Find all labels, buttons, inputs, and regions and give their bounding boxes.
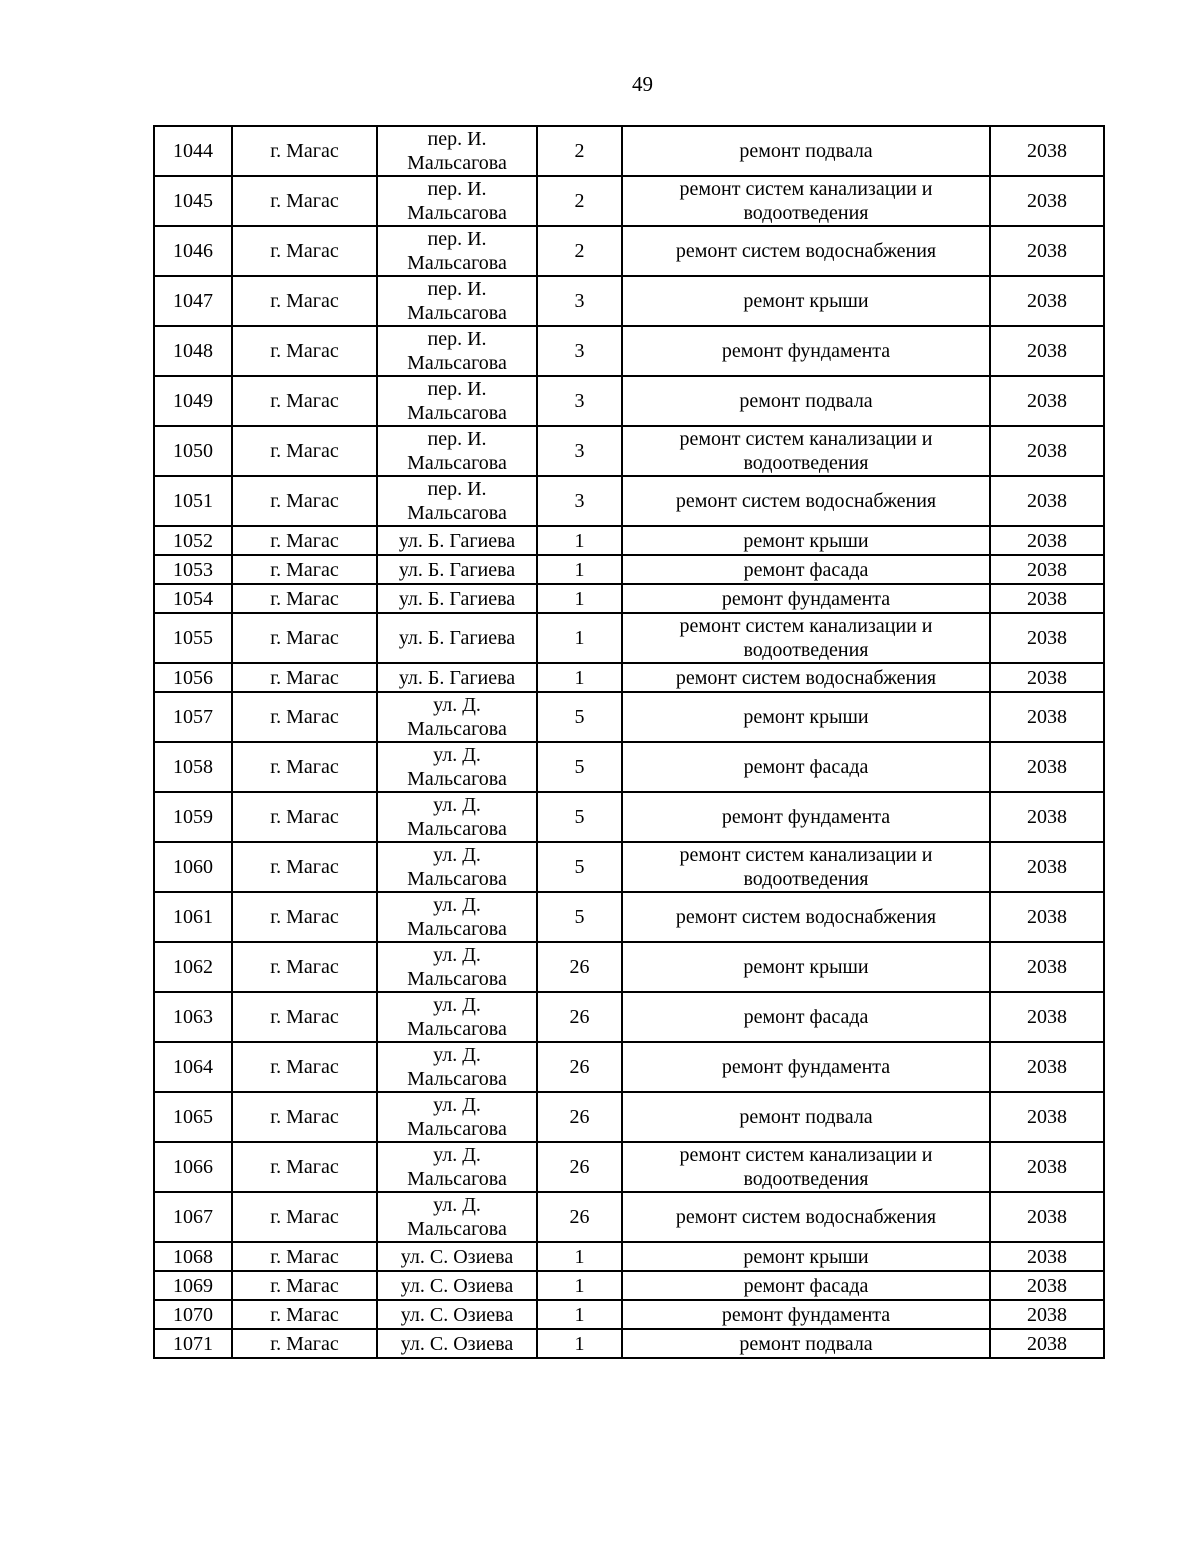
year-cell: 2038 (990, 526, 1104, 555)
work-type-cell: ремонт фундамента (622, 1300, 990, 1329)
table-row (154, 1271, 1104, 1300)
city-cell: г. Магас (232, 613, 377, 663)
year-cell: 2038 (990, 692, 1104, 742)
row-number-cell: 1057 (154, 692, 232, 742)
row-number-cell: 1055 (154, 613, 232, 663)
street-cell: ул. Б. Гагиева (377, 613, 537, 663)
work-type-cell: ремонт фундамента (622, 326, 990, 376)
street-cell: ул. Б. Гагиева (377, 663, 537, 692)
row-number-cell: 1062 (154, 942, 232, 992)
row-number-cell: 1067 (154, 1192, 232, 1242)
work-type-cell: ремонт подвала (622, 1092, 990, 1142)
table-row (154, 326, 1104, 376)
city-cell: г. Магас (232, 1271, 377, 1300)
house-number-cell: 3 (537, 376, 622, 426)
row-number-cell: 1049 (154, 376, 232, 426)
house-number-cell: 1 (537, 613, 622, 663)
row-number-cell: 1056 (154, 663, 232, 692)
row-number-cell: 1053 (154, 555, 232, 584)
row-number-cell: 1063 (154, 992, 232, 1042)
year-cell: 2038 (990, 842, 1104, 892)
street-cell: ул. Д. Мальсагова (377, 1092, 537, 1142)
work-type-cell: ремонт фасада (622, 555, 990, 584)
city-cell: г. Магас (232, 742, 377, 792)
street-cell: ул. Д. Мальсагова (377, 1142, 537, 1192)
city-cell: г. Магас (232, 692, 377, 742)
year-cell: 2038 (990, 663, 1104, 692)
year-cell: 2038 (990, 992, 1104, 1042)
row-number-cell: 1048 (154, 326, 232, 376)
table-row (154, 1042, 1104, 1092)
row-number-cell: 1066 (154, 1142, 232, 1192)
work-type-cell: ремонт фасада (622, 742, 990, 792)
work-type-cell: ремонт крыши (622, 1242, 990, 1271)
year-cell: 2038 (990, 426, 1104, 476)
house-number-cell: 2 (537, 126, 622, 176)
house-number-cell: 5 (537, 692, 622, 742)
city-cell: г. Магас (232, 226, 377, 276)
year-cell: 2038 (990, 1300, 1104, 1329)
house-number-cell: 26 (537, 1192, 622, 1242)
row-number-cell: 1059 (154, 792, 232, 842)
table-body (154, 126, 1104, 1358)
repair-schedule-table (153, 125, 1105, 1359)
year-cell: 2038 (990, 555, 1104, 584)
city-cell: г. Магас (232, 892, 377, 942)
table-row (154, 1092, 1104, 1142)
table-row (154, 476, 1104, 526)
table-row (154, 892, 1104, 942)
year-cell: 2038 (990, 1271, 1104, 1300)
street-cell: пер. И. Мальсагова (377, 126, 537, 176)
city-cell: г. Магас (232, 1092, 377, 1142)
street-cell: ул. Д. Мальсагова (377, 742, 537, 792)
row-number-cell: 1050 (154, 426, 232, 476)
house-number-cell: 5 (537, 742, 622, 792)
row-number-cell: 1064 (154, 1042, 232, 1092)
work-type-cell: ремонт систем канализации и водоотведения (622, 176, 990, 226)
city-cell: г. Магас (232, 1300, 377, 1329)
row-number-cell: 1060 (154, 842, 232, 892)
street-cell: пер. И. Мальсагова (377, 476, 537, 526)
house-number-cell: 2 (537, 226, 622, 276)
street-cell: ул. Д. Мальсагова (377, 1192, 537, 1242)
row-number-cell: 1071 (154, 1329, 232, 1358)
house-number-cell: 5 (537, 792, 622, 842)
table-row (154, 584, 1104, 613)
house-number-cell: 1 (537, 555, 622, 584)
work-type-cell: ремонт систем водоснабжения (622, 476, 990, 526)
year-cell: 2038 (990, 476, 1104, 526)
city-cell: г. Магас (232, 1042, 377, 1092)
work-type-cell: ремонт систем водоснабжения (622, 892, 990, 942)
row-number-cell: 1046 (154, 226, 232, 276)
street-cell: ул. Д. Мальсагова (377, 892, 537, 942)
house-number-cell: 1 (537, 1271, 622, 1300)
work-type-cell: ремонт фасада (622, 1271, 990, 1300)
work-type-cell: ремонт фундамента (622, 792, 990, 842)
street-cell: ул. Б. Гагиева (377, 526, 537, 555)
street-cell: пер. И. Мальсагова (377, 426, 537, 476)
house-number-cell: 26 (537, 1142, 622, 1192)
city-cell: г. Магас (232, 126, 377, 176)
city-cell: г. Магас (232, 1192, 377, 1242)
table-row (154, 1192, 1104, 1242)
house-number-cell: 3 (537, 476, 622, 526)
year-cell: 2038 (990, 326, 1104, 376)
street-cell: ул. С. Озиева (377, 1242, 537, 1271)
city-cell: г. Магас (232, 992, 377, 1042)
year-cell: 2038 (990, 742, 1104, 792)
work-type-cell: ремонт систем канализации и водоотведения (622, 613, 990, 663)
row-number-cell: 1061 (154, 892, 232, 942)
street-cell: ул. Д. Мальсагова (377, 992, 537, 1042)
street-cell: пер. И. Мальсагова (377, 276, 537, 326)
year-cell: 2038 (990, 126, 1104, 176)
work-type-cell: ремонт крыши (622, 692, 990, 742)
year-cell: 2038 (990, 276, 1104, 326)
house-number-cell: 5 (537, 842, 622, 892)
table-row (154, 742, 1104, 792)
row-number-cell: 1068 (154, 1242, 232, 1271)
work-type-cell: ремонт фундамента (622, 1042, 990, 1092)
table-row (154, 555, 1104, 584)
table-row (154, 792, 1104, 842)
street-cell: ул. Д. Мальсагова (377, 692, 537, 742)
street-cell: пер. И. Мальсагова (377, 376, 537, 426)
city-cell: г. Магас (232, 376, 377, 426)
table-row (154, 1329, 1104, 1358)
row-number-cell: 1045 (154, 176, 232, 226)
street-cell: ул. Д. Мальсагова (377, 1042, 537, 1092)
year-cell: 2038 (990, 1042, 1104, 1092)
city-cell: г. Магас (232, 792, 377, 842)
city-cell: г. Магас (232, 663, 377, 692)
year-cell: 2038 (990, 613, 1104, 663)
year-cell: 2038 (990, 1092, 1104, 1142)
street-cell: пер. И. Мальсагова (377, 326, 537, 376)
street-cell: пер. И. Мальсагова (377, 226, 537, 276)
city-cell: г. Магас (232, 1142, 377, 1192)
work-type-cell: ремонт крыши (622, 526, 990, 555)
street-cell: ул. С. Озиева (377, 1300, 537, 1329)
row-number-cell: 1051 (154, 476, 232, 526)
work-type-cell: ремонт систем канализации и водоотведения (622, 1142, 990, 1192)
work-type-cell: ремонт крыши (622, 942, 990, 992)
work-type-cell: ремонт систем канализации и водоотведения (622, 842, 990, 892)
year-cell: 2038 (990, 1142, 1104, 1192)
house-number-cell: 26 (537, 1092, 622, 1142)
page-number: 49 (632, 72, 653, 96)
house-number-cell: 1 (537, 1242, 622, 1271)
city-cell: г. Магас (232, 1329, 377, 1358)
table-row (154, 126, 1104, 176)
city-cell: г. Магас (232, 326, 377, 376)
row-number-cell: 1069 (154, 1271, 232, 1300)
street-cell: ул. С. Озиева (377, 1329, 537, 1358)
table-row (154, 613, 1104, 663)
city-cell: г. Магас (232, 1242, 377, 1271)
table-row (154, 842, 1104, 892)
table-row (154, 1242, 1104, 1271)
table-row (154, 376, 1104, 426)
table-row (154, 176, 1104, 226)
work-type-cell: ремонт систем канализации и водоотведения (622, 426, 990, 476)
city-cell: г. Магас (232, 555, 377, 584)
work-type-cell: ремонт систем водоснабжения (622, 226, 990, 276)
street-cell: ул. Д. Мальсагова (377, 942, 537, 992)
house-number-cell: 3 (537, 276, 622, 326)
table-row (154, 942, 1104, 992)
year-cell: 2038 (990, 942, 1104, 992)
row-number-cell: 1054 (154, 584, 232, 613)
house-number-cell: 5 (537, 892, 622, 942)
row-number-cell: 1044 (154, 126, 232, 176)
house-number-cell: 1 (537, 1300, 622, 1329)
table-row (154, 992, 1104, 1042)
street-cell: ул. Б. Гагиева (377, 555, 537, 584)
city-cell: г. Магас (232, 842, 377, 892)
city-cell: г. Магас (232, 584, 377, 613)
year-cell: 2038 (990, 1192, 1104, 1242)
street-cell: ул. Д. Мальсагова (377, 792, 537, 842)
street-cell: ул. Б. Гагиева (377, 584, 537, 613)
house-number-cell: 26 (537, 942, 622, 992)
city-cell: г. Магас (232, 426, 377, 476)
year-cell: 2038 (990, 376, 1104, 426)
work-type-cell: ремонт фундамента (622, 584, 990, 613)
work-type-cell: ремонт систем водоснабжения (622, 1192, 990, 1242)
table-row (154, 1142, 1104, 1192)
work-type-cell: ремонт крыши (622, 276, 990, 326)
table-row (154, 226, 1104, 276)
city-cell: г. Магас (232, 526, 377, 555)
year-cell: 2038 (990, 584, 1104, 613)
work-type-cell: ремонт подвала (622, 126, 990, 176)
work-type-cell: ремонт подвала (622, 376, 990, 426)
street-cell: пер. И. Мальсагова (377, 176, 537, 226)
house-number-cell: 1 (537, 584, 622, 613)
house-number-cell: 26 (537, 992, 622, 1042)
row-number-cell: 1058 (154, 742, 232, 792)
table-row (154, 276, 1104, 326)
year-cell: 2038 (990, 892, 1104, 942)
house-number-cell: 1 (537, 526, 622, 555)
house-number-cell: 1 (537, 663, 622, 692)
city-cell: г. Магас (232, 476, 377, 526)
row-number-cell: 1070 (154, 1300, 232, 1329)
house-number-cell: 3 (537, 426, 622, 476)
house-number-cell: 3 (537, 326, 622, 376)
year-cell: 2038 (990, 1242, 1104, 1271)
row-number-cell: 1052 (154, 526, 232, 555)
table-row (154, 692, 1104, 742)
city-cell: г. Магас (232, 176, 377, 226)
work-type-cell: ремонт систем водоснабжения (622, 663, 990, 692)
house-number-cell: 26 (537, 1042, 622, 1092)
table-row (154, 663, 1104, 692)
year-cell: 2038 (990, 226, 1104, 276)
year-cell: 2038 (990, 176, 1104, 226)
work-type-cell: ремонт подвала (622, 1329, 990, 1358)
row-number-cell: 1065 (154, 1092, 232, 1142)
table-row (154, 1300, 1104, 1329)
street-cell: ул. Д. Мальсагова (377, 842, 537, 892)
year-cell: 2038 (990, 792, 1104, 842)
house-number-cell: 1 (537, 1329, 622, 1358)
work-type-cell: ремонт фасада (622, 992, 990, 1042)
table-row (154, 426, 1104, 476)
house-number-cell: 2 (537, 176, 622, 226)
row-number-cell: 1047 (154, 276, 232, 326)
city-cell: г. Магас (232, 942, 377, 992)
table-row (154, 526, 1104, 555)
street-cell: ул. С. Озиева (377, 1271, 537, 1300)
year-cell: 2038 (990, 1329, 1104, 1358)
city-cell: г. Магас (232, 276, 377, 326)
